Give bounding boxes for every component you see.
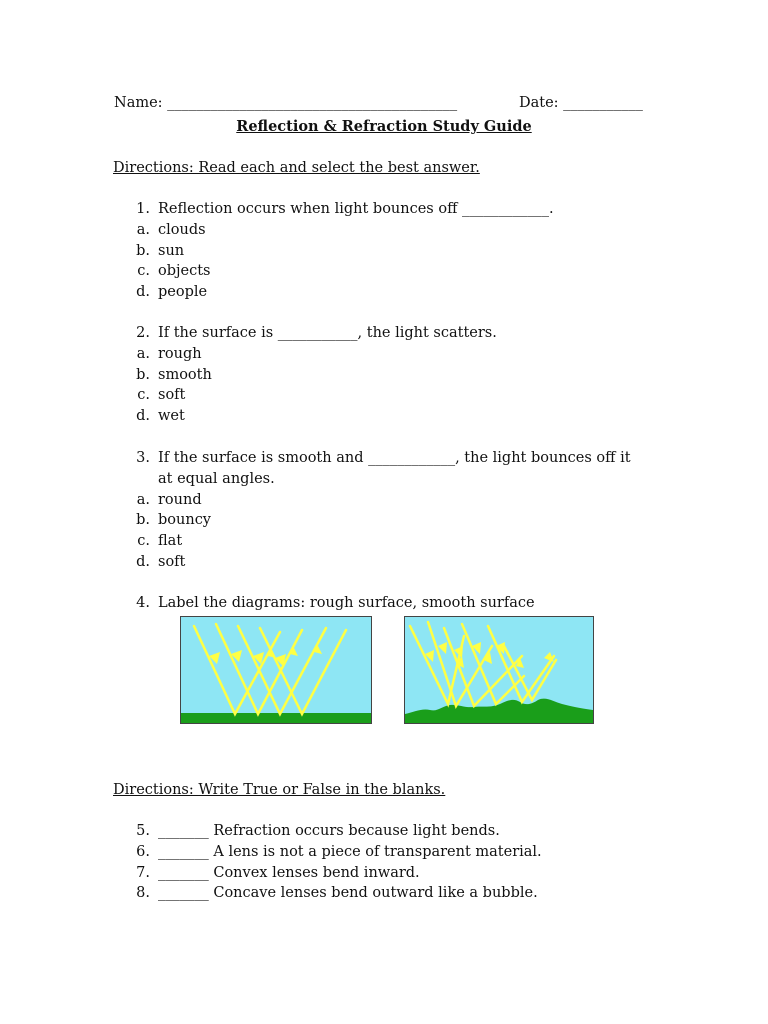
item-number: 6. [136,844,150,860]
smooth-surface-diagram [180,616,372,724]
question-text: If the surface is ___________, the light scatters. [158,325,497,341]
option-letter: d. [136,408,150,424]
rough-surface-diagram [404,616,594,724]
item-number: 7. [136,865,150,881]
question-number: 4. [136,595,150,611]
option-text: bouncy [158,512,212,528]
option-text: soft [158,554,186,570]
directions-true-false: Directions: Write True or False in the blanks. [113,782,446,798]
question-number: 2. [136,325,150,341]
option-letter: b. [136,243,150,259]
option-text: wet [158,408,185,424]
directions-multiple-choice: Directions: Read each and select the best answer. [113,160,480,176]
true-false-item: _______ A lens is not a piece of transparent material. [158,844,542,860]
option-text: flat [158,533,183,549]
question-number: 3. [136,450,150,466]
option-letter: a. [136,222,150,238]
name-field-label: Name: ________________________________________ [114,95,458,111]
question-text: Reflection occurs when light bounces off ____________. [158,201,554,217]
option-text: sun [158,243,185,259]
option-text: rough [158,346,202,362]
question-text: If the surface is smooth and ____________, the light bounces off it [158,450,631,466]
option-letter: b. [136,367,150,383]
option-text: clouds [158,222,206,238]
question-text: Label the diagrams: rough surface, smooth surface [158,595,535,611]
option-letter: b. [136,512,150,528]
option-text: smooth [158,367,212,383]
option-text: people [158,284,208,300]
option-text: objects [158,263,211,279]
true-false-item: _______ Concave lenses bend outward like a bubble. [158,885,538,901]
true-false-item: _______ Refraction occurs because light bends. [158,823,500,839]
option-letter: c. [137,533,150,549]
option-letter: a. [136,346,150,362]
question-number: 1. [136,201,150,217]
option-letter: d. [136,284,150,300]
option-letter: c. [137,387,150,403]
option-text: round [158,492,202,508]
item-number: 5. [136,823,150,839]
item-number: 8. [136,885,150,901]
date-field-label: Date: ___________ [519,95,643,111]
option-letter: d. [136,554,150,570]
option-letter: c. [137,263,150,279]
option-text: soft [158,387,186,403]
option-letter: a. [136,492,150,508]
question-text-continued: at equal angles. [158,471,275,487]
page-title: Reflection & Refraction Study Guide [236,118,532,135]
true-false-item: _______ Convex lenses bend inward. [158,865,420,881]
